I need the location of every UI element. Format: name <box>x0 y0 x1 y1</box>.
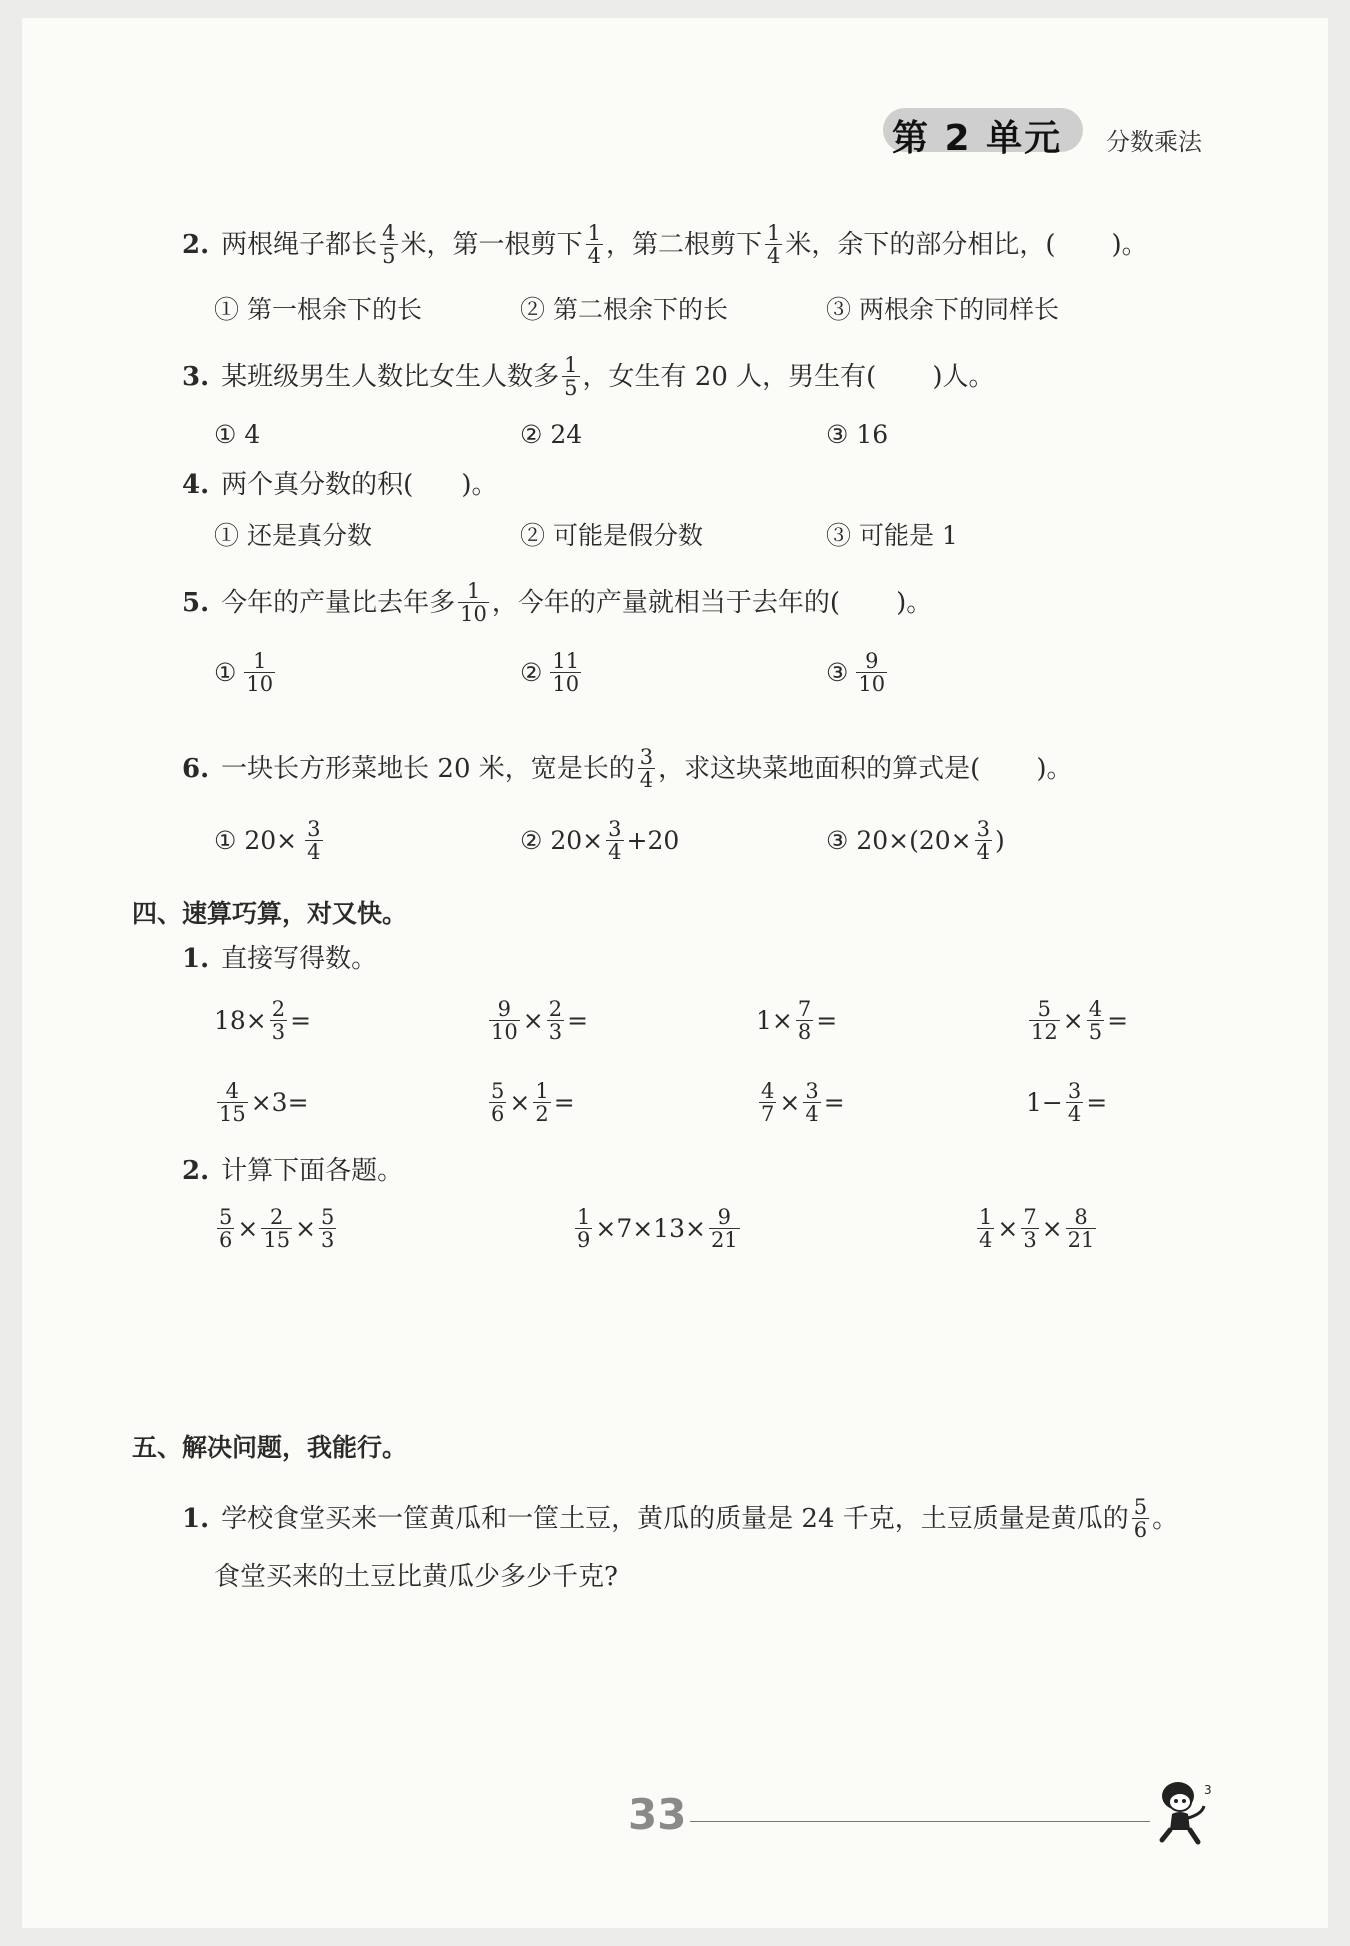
fraction: $\frac{1}{5}$ <box>564 353 578 400</box>
option-3[interactable]: ③ $\frac{9}{10}$ <box>826 649 886 696</box>
footer-rule <box>690 1821 1150 1822</box>
section-4-title: 四、速算巧算，对又快。 <box>132 899 408 928</box>
fraction: $\frac{3}{4}$ <box>805 1079 819 1126</box>
fraction: $\frac{5}{6}$ <box>1133 1495 1148 1542</box>
fraction: $\frac{3}{4}$ <box>639 745 654 792</box>
question-number: 4. <box>182 470 210 500</box>
fraction: $\frac{4}{7}$ <box>761 1079 775 1126</box>
oral-expression-8[interactable]: 1− $\frac{3}{4}$ = <box>1026 1079 1108 1126</box>
question-5 <box>182 580 932 625</box>
fraction: $\frac{1}{10}$ <box>460 579 487 626</box>
option-3[interactable]: ③ 16 <box>826 420 889 449</box>
fraction: $\frac{3}{4}$ <box>608 817 622 864</box>
question-4 <box>182 468 497 502</box>
option-3[interactable]: ③ 两根余下的同样长 <box>826 295 1059 324</box>
calc-expression-2[interactable]: $\frac{1}{9}$ ×7×13× $\frac{9}{21}$ <box>577 1205 738 1252</box>
question-number: 1. <box>182 944 210 974</box>
fraction: $\frac{2}{3}$ <box>271 997 286 1044</box>
question-number: 1. <box>182 1503 210 1534</box>
question-text: 米，余下的部分相比，( <box>785 229 1056 260</box>
svg-text:3: 3 <box>1204 1783 1212 1797</box>
fraction: $\frac{7}{8}$ <box>797 997 812 1044</box>
fraction: $\frac{3}{4}$ <box>976 817 991 864</box>
problem-1-line-2: 食堂买来的土豆比黄瓜少多少千克? <box>214 1562 618 1592</box>
unit-title: 第 2 单元 <box>892 118 1063 159</box>
fraction: $\frac{9}{10}$ <box>858 649 886 696</box>
question-text: 两个真分数的积( <box>221 470 414 500</box>
oral-expression-3[interactable]: 1× $\frac{7}{8}$ = <box>756 997 838 1044</box>
fraction: $\frac{9}{21}$ <box>710 1205 738 1252</box>
sub-question-1 <box>182 942 377 976</box>
problem-1 <box>182 1496 1178 1541</box>
fraction: $\frac{5}{12}$ <box>1031 997 1058 1044</box>
fraction: $\frac{4}{15}$ <box>219 1079 246 1126</box>
fraction: $\frac{1}{4}$ <box>587 221 601 268</box>
oral-expression-2[interactable]: $\frac{9}{10}$ × $\frac{2}{3}$ = <box>491 997 589 1044</box>
option-1[interactable]: ① 20× $\frac{3}{4}$ <box>214 817 321 864</box>
option-1[interactable]: ① 还是真分数 <box>214 521 372 550</box>
question-number: 3. <box>182 361 210 392</box>
question-text: ，女生有 20 人，男生有( <box>582 361 877 392</box>
fraction: $\frac{1}{4}$ <box>766 221 781 268</box>
fraction: $\frac{2}{3}$ <box>548 997 563 1044</box>
question-text: ，第二根剪下 <box>605 229 762 260</box>
fraction: $\frac{4}{5}$ <box>382 221 396 268</box>
question-6 <box>182 746 1072 791</box>
option-2[interactable]: ② 20× $\frac{3}{4}$ +20 <box>520 817 680 864</box>
option-1[interactable]: ① 第一根余下的长 <box>214 295 422 324</box>
oral-expression-7[interactable]: $\frac{4}{7}$ × $\frac{3}{4}$ = <box>761 1079 845 1126</box>
question-number: 6. <box>182 753 210 784</box>
question-number: 5. <box>182 587 210 618</box>
fraction: $\frac{1}{10}$ <box>246 649 274 696</box>
fraction: $\frac{8}{21}$ <box>1067 1205 1095 1252</box>
unit-subtitle: 分数乘法 <box>1106 128 1202 156</box>
question-text: 两根绳子都长 <box>221 229 378 260</box>
calc-expression-3[interactable]: $\frac{1}{4}$ × $\frac{7}{3}$ × $\frac{8}{21}$ <box>979 1205 1095 1252</box>
question-number: 2. <box>182 1156 210 1186</box>
fraction: $\frac{5}{6}$ <box>491 1079 505 1126</box>
option-3[interactable]: ③ 20×(20× $\frac{3}{4}$ ) <box>826 817 1005 864</box>
fraction: $\frac{4}{5}$ <box>1088 997 1103 1044</box>
question-text: )。 <box>1111 229 1148 260</box>
oral-expression-5[interactable]: $\frac{4}{15}$ ×3= <box>219 1079 309 1126</box>
question-text: )人。 <box>932 361 995 392</box>
question-number: 2. <box>182 229 210 260</box>
option-1[interactable]: ① 4 <box>214 420 261 449</box>
fraction: $\frac{11}{10}$ <box>552 649 580 696</box>
option-1[interactable]: ① $\frac{1}{10}$ <box>214 649 274 696</box>
calc-expression-1[interactable]: $\frac{5}{6}$ × $\frac{2}{15}$ × $\frac{5}{3}$ <box>219 1205 335 1252</box>
fraction: $\frac{2}{15}$ <box>263 1205 291 1252</box>
question-text: 计算下面各题。 <box>221 1156 404 1186</box>
option-2[interactable]: ② $\frac{11}{10}$ <box>520 649 580 696</box>
section-5-title: 五、解决问题，我能行。 <box>132 1433 408 1462</box>
oral-expression-1[interactable]: 18× $\frac{2}{3}$ = <box>214 997 312 1044</box>
question-text: 某班级男生人数比女生人数多 <box>221 361 560 392</box>
option-2[interactable]: ② 24 <box>520 420 583 449</box>
question-3 <box>182 354 994 399</box>
oral-expression-6[interactable]: $\frac{5}{6}$ × $\frac{1}{2}$ = <box>491 1079 575 1126</box>
fraction: $\frac{9}{10}$ <box>491 997 518 1044</box>
question-2 <box>182 222 1148 267</box>
page-number: 33 <box>628 1790 687 1839</box>
question-text: ，求这块菜地面积的算式是( <box>658 753 981 784</box>
question-text: 今年的产量比去年多 <box>221 587 456 618</box>
option-2[interactable]: ② 第二根余下的长 <box>520 295 728 324</box>
option-3[interactable]: ③ 可能是 1 <box>826 521 958 550</box>
question-text: ，今年的产量就相当于去年的( <box>491 587 841 618</box>
fraction: $\frac{3}{4}$ <box>1067 1079 1082 1126</box>
option-2[interactable]: ② 可能是假分数 <box>520 521 703 550</box>
fraction: $\frac{7}{3}$ <box>1023 1205 1037 1252</box>
question-text: )。 <box>461 470 498 500</box>
question-text: 。 <box>1152 1503 1179 1534</box>
fraction: $\frac{1}{2}$ <box>535 1079 549 1126</box>
fraction: $\frac{3}{4}$ <box>307 817 321 864</box>
oral-expression-4[interactable]: $\frac{5}{12}$ × $\frac{4}{5}$ = <box>1031 997 1129 1044</box>
cartoon-boy-icon <box>1148 1776 1214 1848</box>
question-text: 直接写得数。 <box>221 944 378 974</box>
question-text: 一块长方形菜地长 20 米，宽是长的 <box>221 753 635 784</box>
fraction: $\frac{1}{4}$ <box>979 1205 993 1252</box>
question-text: 学校食堂买来一筐黄瓜和一筐土豆，黄瓜的质量是 24 千克，土豆质量是黄瓜的 <box>221 1503 1129 1534</box>
fraction: $\frac{5}{6}$ <box>219 1205 233 1252</box>
question-text: )。 <box>896 587 933 618</box>
fraction: $\frac{5}{3}$ <box>321 1205 335 1252</box>
question-text: 米，第一根剪下 <box>400 229 583 260</box>
fraction: $\frac{1}{9}$ <box>577 1205 591 1252</box>
question-text: )。 <box>1036 753 1073 784</box>
sub-question-2 <box>182 1154 403 1188</box>
